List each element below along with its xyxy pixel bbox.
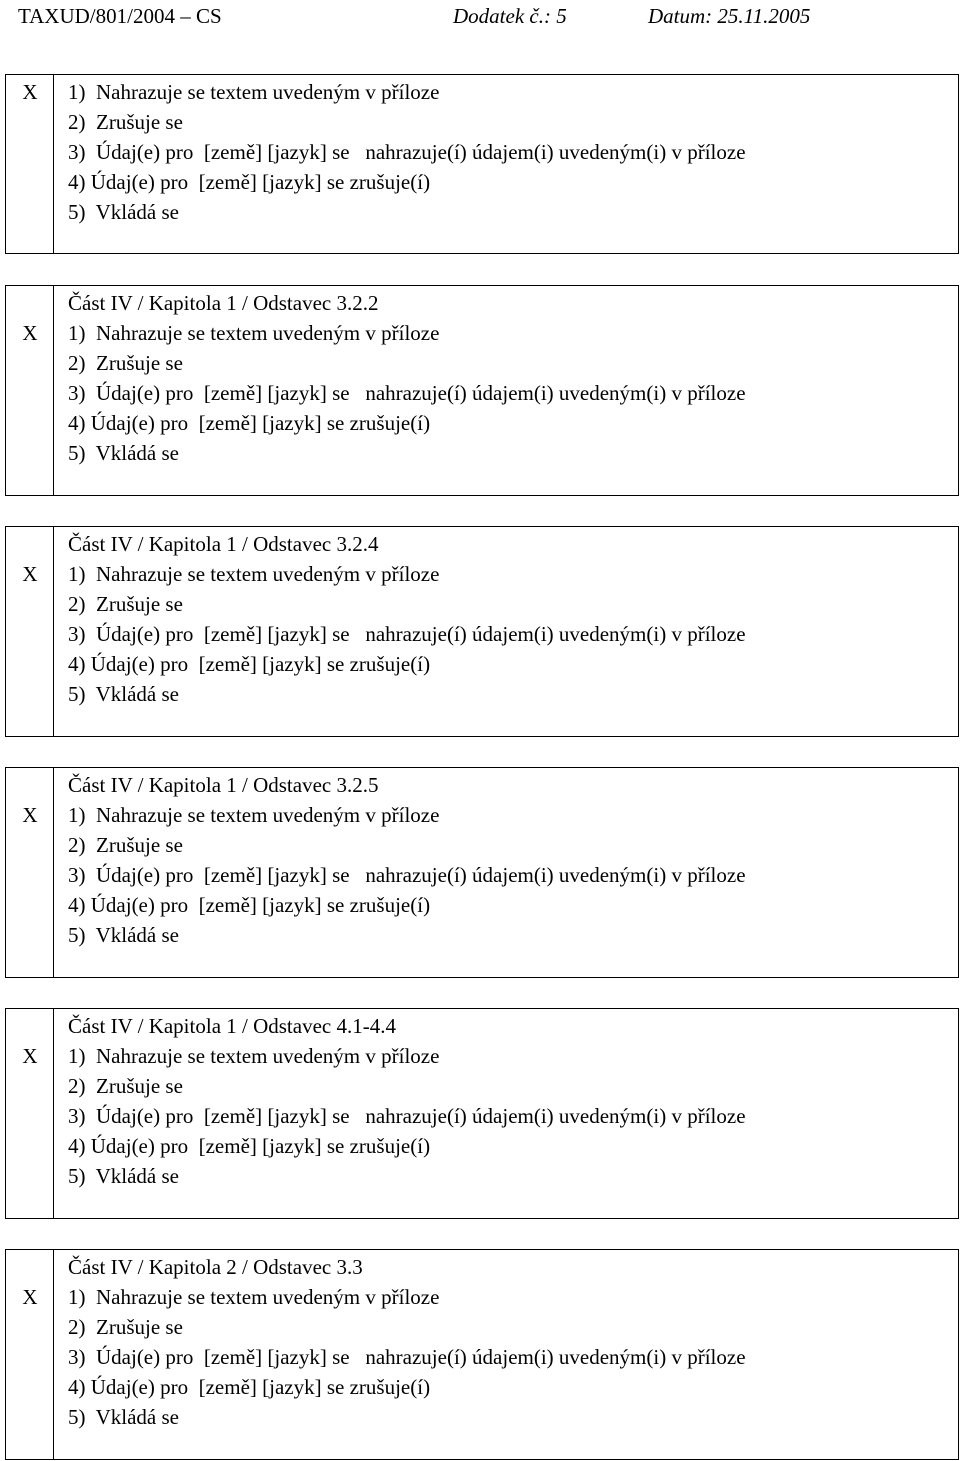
selection-mark: X [22, 1044, 38, 1068]
block-heading: Část IV / Kapitola 1 / Odstavec 4.1-4.4 [68, 1014, 396, 1038]
option-replace: 1) Nahrazuje se textem uvedeným v příloze [68, 1044, 440, 1068]
option-insert: 5) Vkládá se [68, 1405, 179, 1429]
option-insert: 5) Vkládá se [68, 682, 179, 706]
option-delete: 2) Zrušuje se [68, 110, 183, 134]
option-replace: 1) Nahrazuje se textem uvedeným v příloze [68, 803, 440, 827]
amendment-block [5, 285, 959, 496]
document-id: TAXUD/801/2004 – CS [18, 4, 222, 28]
option-delete-data: 4) Údaj(e) pro [země] [jazyk] se zrušuje(í) [68, 170, 431, 194]
block-heading: Část IV / Kapitola 1 / Odstavec 3.2.4 [68, 532, 379, 556]
amendment-block [5, 1008, 959, 1219]
selection-mark: X [22, 321, 38, 345]
amendment-block [5, 767, 959, 978]
block-heading: Část IV / Kapitola 1 / Odstavec 3.2.5 [68, 773, 379, 797]
option-replace: 1) Nahrazuje se textem uvedeným v příloze [68, 1285, 440, 1309]
block-heading: Část IV / Kapitola 2 / Odstavec 3.3 [68, 1255, 363, 1279]
option-replace: 1) Nahrazuje se textem uvedeným v příloze [68, 321, 440, 345]
option-replace-data: 3) Údaj(e) pro [země] [jazyk] se nahrazuje(í) údajem(i) uvedeným(i) v příloze [68, 622, 746, 646]
option-replace: 1) Nahrazuje se textem uvedeným v příloze [68, 562, 440, 586]
addendum-number: Dodatek č.: 5 [453, 4, 567, 28]
option-insert: 5) Vkládá se [68, 1164, 179, 1188]
mark-column [6, 286, 54, 495]
option-delete: 2) Zrušuje se [68, 592, 183, 616]
option-delete: 2) Zrušuje se [68, 351, 183, 375]
option-delete: 2) Zrušuje se [68, 1315, 183, 1339]
mark-column [6, 1009, 54, 1218]
mark-column [6, 527, 54, 736]
amendment-block [5, 74, 959, 254]
option-replace-data: 3) Údaj(e) pro [země] [jazyk] se nahrazuje(í) údajem(i) uvedeným(i) v příloze [68, 1104, 746, 1128]
selection-mark: X [22, 1285, 38, 1309]
selection-mark: X [22, 80, 38, 104]
option-delete-data: 4) Údaj(e) pro [země] [jazyk] se zrušuje(í) [68, 893, 431, 917]
option-delete-data: 4) Údaj(e) pro [země] [jazyk] se zrušuje(í) [68, 411, 431, 435]
option-insert: 5) Vkládá se [68, 200, 179, 224]
mark-column [6, 75, 54, 253]
option-delete: 2) Zrušuje se [68, 833, 183, 857]
selection-mark: X [22, 803, 38, 827]
option-replace-data: 3) Údaj(e) pro [země] [jazyk] se nahrazuje(í) údajem(i) uvedeným(i) v příloze [68, 863, 746, 887]
option-replace: 1) Nahrazuje se textem uvedeným v příloze [68, 80, 440, 104]
option-replace-data: 3) Údaj(e) pro [země] [jazyk] se nahrazuje(í) údajem(i) uvedeným(i) v příloze [68, 1345, 746, 1369]
option-insert: 5) Vkládá se [68, 923, 179, 947]
amendment-block [5, 1249, 959, 1460]
page-header [18, 2, 918, 30]
option-replace-data: 3) Údaj(e) pro [země] [jazyk] se nahrazuje(í) údajem(i) uvedeným(i) v příloze [68, 381, 746, 405]
mark-column [6, 1250, 54, 1459]
amendment-block [5, 526, 959, 737]
option-delete-data: 4) Údaj(e) pro [země] [jazyk] se zrušuje(í) [68, 1134, 431, 1158]
document-date: Datum: 25.11.2005 [648, 4, 811, 28]
option-insert: 5) Vkládá se [68, 441, 179, 465]
option-delete-data: 4) Údaj(e) pro [země] [jazyk] se zrušuje(í) [68, 652, 431, 676]
option-replace-data: 3) Údaj(e) pro [země] [jazyk] se nahrazuje(í) údajem(i) uvedeným(i) v příloze [68, 140, 746, 164]
option-delete: 2) Zrušuje se [68, 1074, 183, 1098]
selection-mark: X [22, 562, 38, 586]
mark-column [6, 768, 54, 977]
block-heading: Část IV / Kapitola 1 / Odstavec 3.2.2 [68, 291, 379, 315]
option-delete-data: 4) Údaj(e) pro [země] [jazyk] se zrušuje(í) [68, 1375, 431, 1399]
